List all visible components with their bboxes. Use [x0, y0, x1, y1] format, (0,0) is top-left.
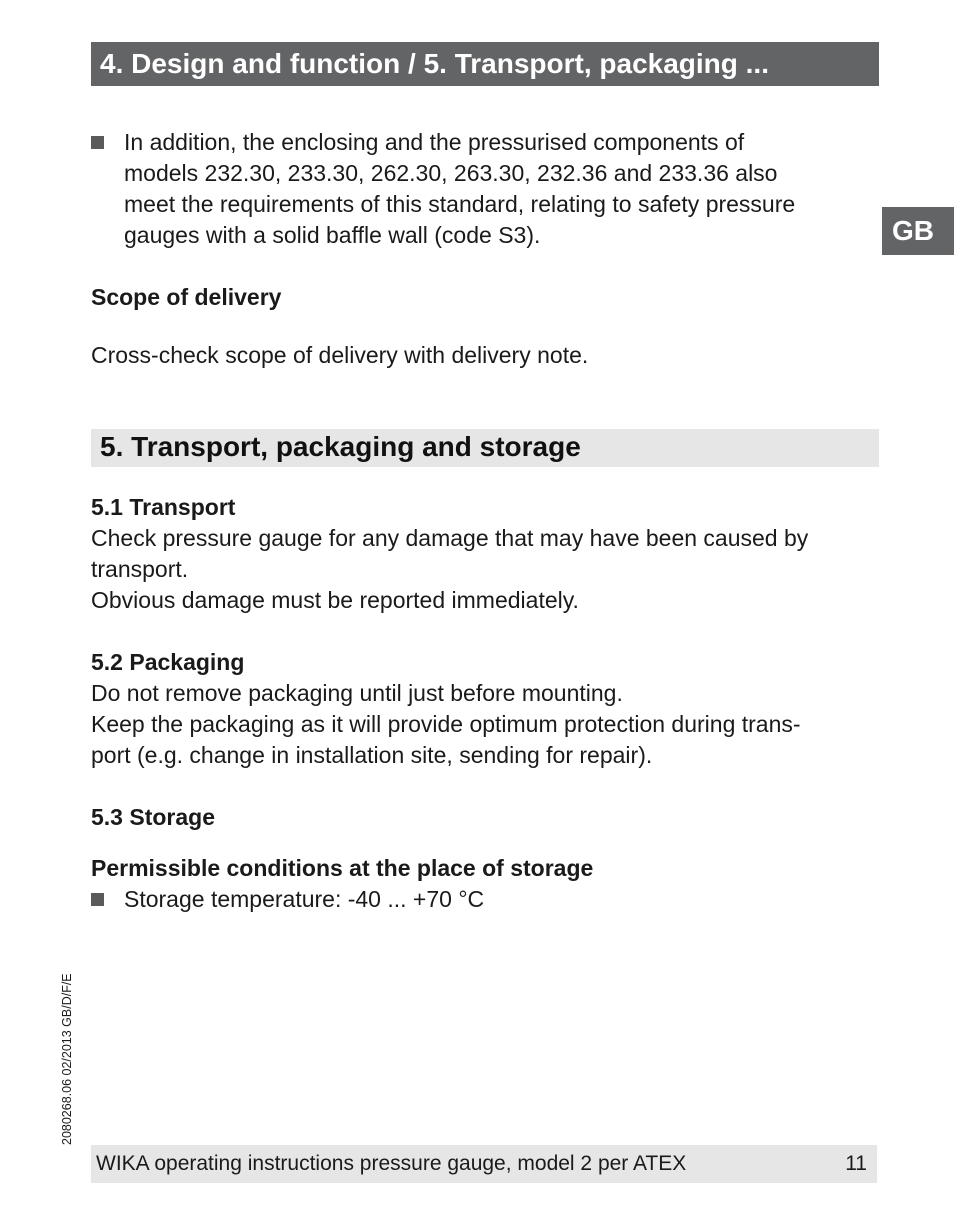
bullet-line: In addition, the enclosing and the pressurised components of: [124, 129, 745, 155]
bullet-text: [124, 127, 871, 251]
page-footer: [91, 1145, 877, 1183]
packaging-text: [91, 678, 879, 771]
storage-heading: 5.3 Storage: [91, 804, 215, 830]
square-bullet-icon: [91, 893, 104, 906]
section-5-title: 5. Transport, packaging and storage: [91, 429, 879, 467]
bullet-line: gauges with a solid baffle wall (code S3).: [124, 222, 541, 248]
footer-text: WIKA operating instructions pressure gauge, model 2 per ATEX: [96, 1152, 687, 1175]
packaging-line: port (e.g. change in installation site, sending for repair).: [91, 742, 653, 768]
page-number: 11: [845, 1152, 867, 1175]
scope-of-delivery-text: Cross-check scope of delivery with delivery note.: [91, 342, 589, 368]
transport-line: Check pressure gauge for any damage that may have been caused by: [91, 525, 809, 551]
packaging-line: Keep the packaging as it will provide optimum protection during trans-: [91, 711, 801, 737]
scope-of-delivery-heading: Scope of delivery: [91, 284, 282, 310]
storage-temperature-bullet: [91, 884, 871, 915]
packaging-line: Do not remove packaging until just before mounting.: [91, 680, 623, 706]
storage-temperature-text: Storage temperature: -40 ... +70 °C: [124, 886, 485, 912]
language-tab: GB: [882, 207, 954, 255]
storage-conditions-heading: Permissible conditions at the place of storage: [91, 855, 594, 881]
page-header-title: 4. Design and function / 5. Transport, packaging ...: [91, 42, 879, 86]
transport-line: transport.: [91, 556, 189, 582]
transport-text: [91, 523, 879, 616]
transport-line: Obvious damage must be reported immediately.: [91, 587, 579, 613]
bullet-line: meet the requirements of this standard, relating to safety pressure: [124, 191, 796, 217]
packaging-heading: 5.2 Packaging: [91, 649, 245, 675]
document-code: 2080268.06 02/2013 GB/D/F/E: [60, 973, 74, 1145]
standard-bullet-item: [91, 127, 871, 251]
bullet-line: models 232.30, 233.30, 262.30, 263.30, 232.36 and 233.36 also: [124, 160, 778, 186]
square-bullet-icon: [91, 136, 104, 149]
transport-heading: 5.1 Transport: [91, 494, 236, 520]
